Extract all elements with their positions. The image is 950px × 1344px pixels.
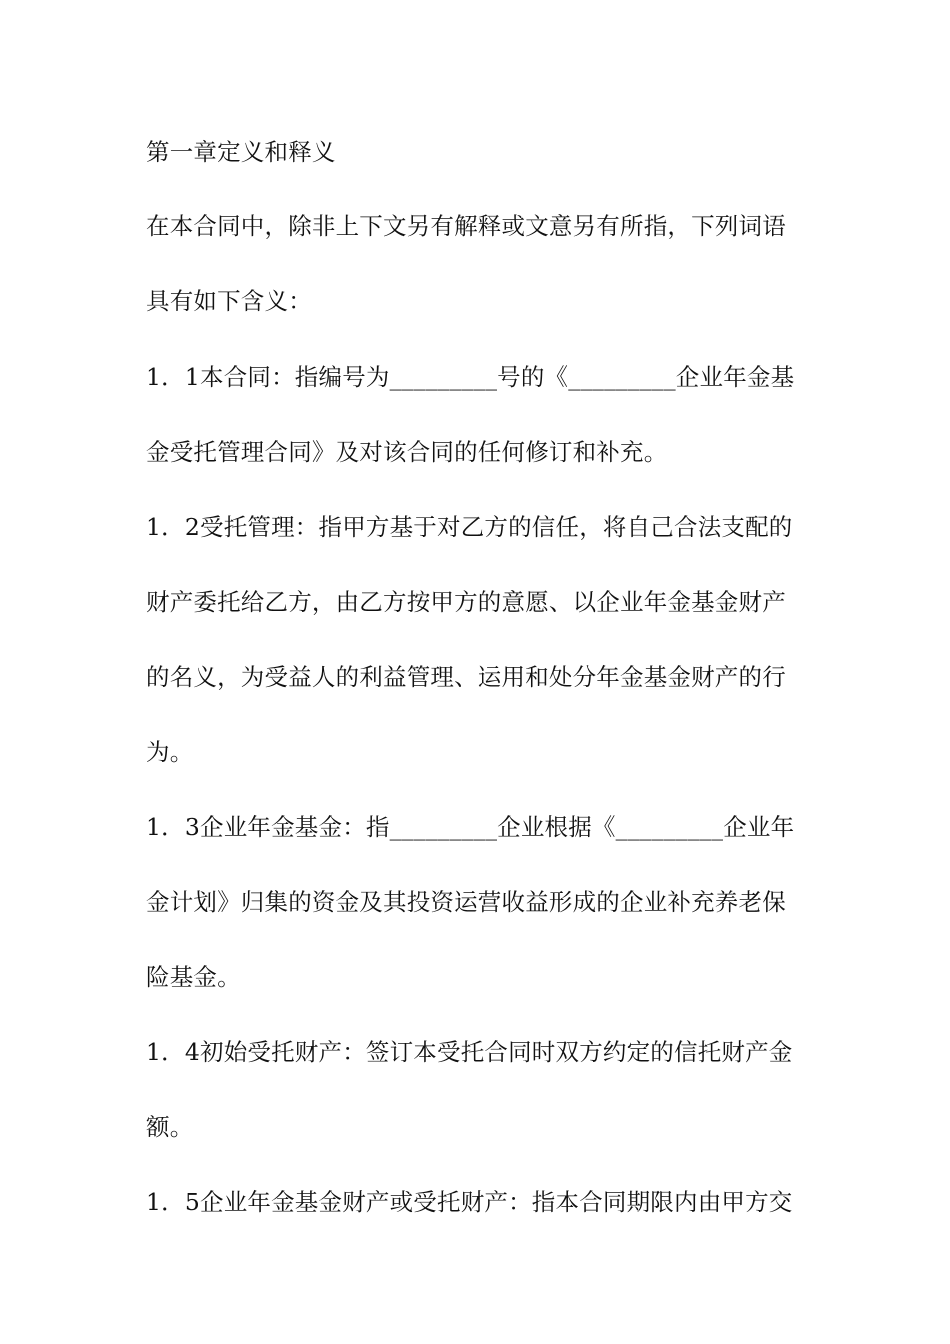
clause-1-4-line: 1．4初始受托财产：签订本受托合同时双方约定的信托财产金 (146, 1038, 793, 1066)
chapter-heading: 第一章定义和释义 (146, 138, 336, 166)
clause-1-3-line: 1．3企业年金基金：指_________企业根据《_________企业年 (146, 813, 795, 841)
clause-1-3-line: 金计划》归集的资金及其投资运营收益形成的企业补充养老保 (146, 888, 786, 916)
clause-1-5-line: 1．5企业年金基金财产或受托财产：指本合同期限内由甲方交 (146, 1188, 793, 1216)
body-text-line: 在本合同中，除非上下文另有解释或文意另有所指，下列词语 (146, 212, 786, 240)
clause-1-2-line: 1．2受托管理：指甲方基于对乙方的信任，将自己合法支配的 (146, 513, 793, 541)
clause-1-2-line: 的名义，为受益人的利益管理、运用和处分年金基金财产的行 (146, 663, 786, 691)
clause-1-1-line: 1．1本合同：指编号为_________号的《_________企业年金基 (146, 363, 795, 391)
clause-1-2-line: 为。 (146, 738, 194, 766)
clause-1-2-line: 财产委托给乙方，由乙方按甲方的意愿、以企业年金基金财产 (146, 588, 786, 616)
body-text-line: 具有如下含义： (146, 287, 312, 315)
clause-1-4-line: 额。 (146, 1113, 194, 1141)
clause-1-1-line: 金受托管理合同》及对该合同的任何修订和补充。 (146, 438, 668, 466)
clause-1-3-line: 险基金。 (146, 963, 241, 991)
